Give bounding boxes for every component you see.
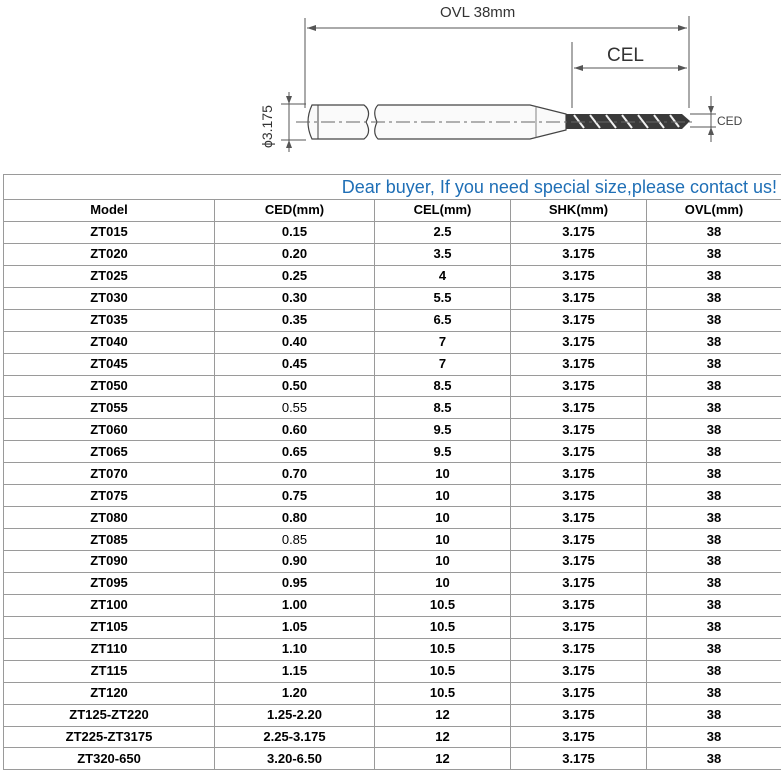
ovl-cell: 38 bbox=[647, 265, 781, 287]
shk-cell: 3.175 bbox=[511, 660, 647, 682]
table-row bbox=[4, 682, 781, 704]
ced-cell: 0.20 bbox=[215, 243, 375, 265]
cel-cell: 9.5 bbox=[375, 419, 511, 441]
ced-cell: 0.25 bbox=[215, 265, 375, 287]
ovl-cell: 38 bbox=[647, 529, 781, 551]
ced-cell: 0.60 bbox=[215, 419, 375, 441]
cel-cell: 7 bbox=[375, 331, 511, 353]
ovl-cell: 38 bbox=[647, 748, 781, 770]
model-cell: ZT050 bbox=[4, 375, 215, 397]
model-cell: ZT085 bbox=[4, 529, 215, 551]
table-row bbox=[4, 375, 781, 397]
shk-cell: 3.175 bbox=[511, 485, 647, 507]
model-cell: ZT040 bbox=[4, 331, 215, 353]
ced-cell: 0.30 bbox=[215, 287, 375, 309]
shk-cell: 3.175 bbox=[511, 397, 647, 419]
ovl-cell: 38 bbox=[647, 463, 781, 485]
header-shk: SHK(mm) bbox=[511, 200, 647, 222]
ovl-cell: 38 bbox=[647, 572, 781, 594]
table-row bbox=[4, 638, 781, 660]
table-body bbox=[4, 221, 781, 769]
ced-cell: 0.50 bbox=[215, 375, 375, 397]
model-cell: ZT060 bbox=[4, 419, 215, 441]
model-cell: ZT080 bbox=[4, 507, 215, 529]
table-row bbox=[4, 397, 781, 419]
ced-cell: 0.75 bbox=[215, 485, 375, 507]
ced-cell: 1.15 bbox=[215, 660, 375, 682]
table-row bbox=[4, 660, 781, 682]
cel-cell: 8.5 bbox=[375, 375, 511, 397]
ced-cell: 1.25-2.20 bbox=[215, 704, 375, 726]
table-row bbox=[4, 243, 781, 265]
table-row bbox=[4, 594, 781, 616]
cel-label: CEL bbox=[607, 45, 644, 66]
cel-cell: 3.5 bbox=[375, 243, 511, 265]
ced-cell: 0.65 bbox=[215, 441, 375, 463]
cel-cell: 7 bbox=[375, 353, 511, 375]
model-cell: ZT115 bbox=[4, 660, 215, 682]
shk-cell: 3.175 bbox=[511, 309, 647, 331]
ovl-label: OVL 38mm bbox=[440, 4, 516, 21]
model-cell: ZT095 bbox=[4, 572, 215, 594]
shk-cell: 3.175 bbox=[511, 704, 647, 726]
cel-cell: 10.5 bbox=[375, 682, 511, 704]
shk-cell: 3.175 bbox=[511, 726, 647, 748]
model-cell: ZT055 bbox=[4, 397, 215, 419]
diameter-label: ϕ3.175 bbox=[259, 105, 275, 148]
model-cell: ZT100 bbox=[4, 594, 215, 616]
table-row bbox=[4, 704, 781, 726]
table-row bbox=[4, 265, 781, 287]
cel-cell: 10.5 bbox=[375, 638, 511, 660]
shk-cell: 3.175 bbox=[511, 287, 647, 309]
ced-cell: 1.20 bbox=[215, 682, 375, 704]
ovl-cell: 38 bbox=[647, 353, 781, 375]
ovl-cell: 38 bbox=[647, 287, 781, 309]
cel-cell: 12 bbox=[375, 748, 511, 770]
cel-cell: 12 bbox=[375, 704, 511, 726]
header-ced: CED(mm) bbox=[215, 200, 375, 222]
model-cell: ZT110 bbox=[4, 638, 215, 660]
ced-cell: 0.40 bbox=[215, 331, 375, 353]
header-ovl: OVL(mm) bbox=[647, 200, 781, 222]
cel-cell: 5.5 bbox=[375, 287, 511, 309]
model-cell: ZT105 bbox=[4, 616, 215, 638]
shk-cell: 3.175 bbox=[511, 265, 647, 287]
table-row bbox=[4, 287, 781, 309]
cel-cell: 8.5 bbox=[375, 397, 511, 419]
shk-cell: 3.175 bbox=[511, 529, 647, 551]
ced-cell: 0.85 bbox=[215, 529, 375, 551]
table-row bbox=[4, 748, 781, 770]
ovl-cell: 38 bbox=[647, 726, 781, 748]
shk-cell: 3.175 bbox=[511, 331, 647, 353]
shk-cell: 3.175 bbox=[511, 594, 647, 616]
table-row bbox=[4, 463, 781, 485]
shk-cell: 3.175 bbox=[511, 551, 647, 573]
model-cell: ZT225-ZT3175 bbox=[4, 726, 215, 748]
cel-cell: 10.5 bbox=[375, 616, 511, 638]
table-row bbox=[4, 331, 781, 353]
ovl-cell: 38 bbox=[647, 397, 781, 419]
ovl-cell: 38 bbox=[647, 309, 781, 331]
table-row bbox=[4, 419, 781, 441]
shk-cell: 3.175 bbox=[511, 375, 647, 397]
header-row bbox=[4, 200, 781, 222]
ovl-cell: 38 bbox=[647, 616, 781, 638]
ced-cell: 1.05 bbox=[215, 616, 375, 638]
cel-cell: 10.5 bbox=[375, 594, 511, 616]
cel-cell: 12 bbox=[375, 726, 511, 748]
ced-cell: 0.55 bbox=[215, 397, 375, 419]
table-row bbox=[4, 485, 781, 507]
ovl-cell: 38 bbox=[647, 638, 781, 660]
spec-table-container bbox=[3, 174, 781, 770]
model-cell: ZT035 bbox=[4, 309, 215, 331]
ced-cell: 1.00 bbox=[215, 594, 375, 616]
model-cell: ZT025 bbox=[4, 265, 215, 287]
ced-cell: 0.45 bbox=[215, 353, 375, 375]
shk-cell: 3.175 bbox=[511, 463, 647, 485]
ovl-cell: 38 bbox=[647, 331, 781, 353]
ovl-cell: 38 bbox=[647, 660, 781, 682]
model-cell: ZT045 bbox=[4, 353, 215, 375]
model-cell: ZT075 bbox=[4, 485, 215, 507]
cel-cell: 10 bbox=[375, 551, 511, 573]
model-cell: ZT030 bbox=[4, 287, 215, 309]
model-cell: ZT120 bbox=[4, 682, 215, 704]
table-row bbox=[4, 551, 781, 573]
spec-table bbox=[3, 174, 781, 770]
shk-cell: 3.175 bbox=[511, 748, 647, 770]
shk-cell: 3.175 bbox=[511, 572, 647, 594]
model-cell: ZT125-ZT220 bbox=[4, 704, 215, 726]
model-cell: ZT090 bbox=[4, 551, 215, 573]
cel-cell: 10 bbox=[375, 529, 511, 551]
cel-cell: 10 bbox=[375, 572, 511, 594]
cel-cell: 2.5 bbox=[375, 221, 511, 243]
contact-banner: Dear buyer, If you need special size,please contact us! bbox=[4, 175, 781, 200]
ced-cell: 3.20-6.50 bbox=[215, 748, 375, 770]
cel-cell: 10.5 bbox=[375, 660, 511, 682]
ced-label: CED bbox=[717, 114, 743, 128]
model-cell: ZT320-650 bbox=[4, 748, 215, 770]
ovl-cell: 38 bbox=[647, 419, 781, 441]
shk-cell: 3.175 bbox=[511, 441, 647, 463]
table-row bbox=[4, 616, 781, 638]
model-cell: ZT070 bbox=[4, 463, 215, 485]
model-cell: ZT065 bbox=[4, 441, 215, 463]
table-row bbox=[4, 353, 781, 375]
ovl-cell: 38 bbox=[647, 682, 781, 704]
shk-cell: 3.175 bbox=[511, 353, 647, 375]
ovl-cell: 38 bbox=[647, 441, 781, 463]
cel-cell: 9.5 bbox=[375, 441, 511, 463]
table-row bbox=[4, 529, 781, 551]
ced-cell: 0.15 bbox=[215, 221, 375, 243]
ced-cell: 0.70 bbox=[215, 463, 375, 485]
ovl-cell: 38 bbox=[647, 243, 781, 265]
ovl-cell: 38 bbox=[647, 507, 781, 529]
cel-cell: 4 bbox=[375, 265, 511, 287]
header-cel: CEL(mm) bbox=[375, 200, 511, 222]
ced-cell: 0.35 bbox=[215, 309, 375, 331]
model-cell: ZT015 bbox=[4, 221, 215, 243]
shk-cell: 3.175 bbox=[511, 243, 647, 265]
shk-cell: 3.175 bbox=[511, 616, 647, 638]
ovl-cell: 38 bbox=[647, 704, 781, 726]
table-row bbox=[4, 572, 781, 594]
shk-cell: 3.175 bbox=[511, 419, 647, 441]
shk-cell: 3.175 bbox=[511, 221, 647, 243]
model-cell: ZT020 bbox=[4, 243, 215, 265]
table-row bbox=[4, 726, 781, 748]
cel-cell: 10 bbox=[375, 485, 511, 507]
ovl-cell: 38 bbox=[647, 594, 781, 616]
cel-cell: 10 bbox=[375, 463, 511, 485]
table-row bbox=[4, 507, 781, 529]
header-model: Model bbox=[4, 200, 215, 222]
shk-cell: 3.175 bbox=[511, 682, 647, 704]
ovl-cell: 38 bbox=[647, 551, 781, 573]
drill-bit-diagram bbox=[0, 0, 781, 172]
table-row bbox=[4, 221, 781, 243]
ovl-cell: 38 bbox=[647, 221, 781, 243]
ced-cell: 2.25-3.175 bbox=[215, 726, 375, 748]
shk-cell: 3.175 bbox=[511, 638, 647, 660]
ced-cell: 1.10 bbox=[215, 638, 375, 660]
ced-cell: 0.80 bbox=[215, 507, 375, 529]
cel-cell: 10 bbox=[375, 507, 511, 529]
ovl-cell: 38 bbox=[647, 485, 781, 507]
table-row bbox=[4, 441, 781, 463]
shk-cell: 3.175 bbox=[511, 507, 647, 529]
cel-cell: 6.5 bbox=[375, 309, 511, 331]
table-row bbox=[4, 309, 781, 331]
ced-cell: 0.90 bbox=[215, 551, 375, 573]
ovl-cell: 38 bbox=[647, 375, 781, 397]
ced-cell: 0.95 bbox=[215, 572, 375, 594]
